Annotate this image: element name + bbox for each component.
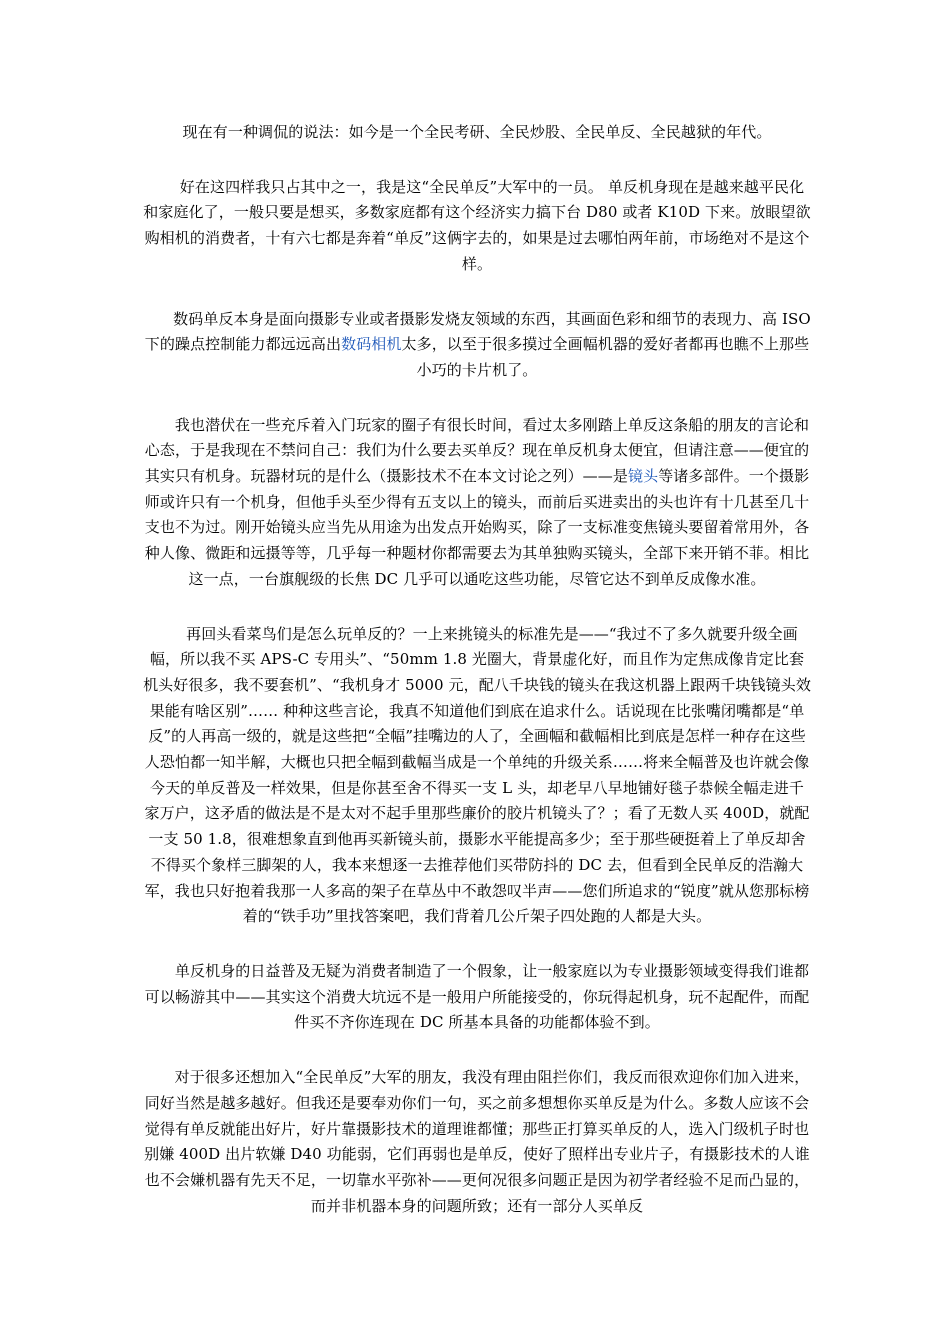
- paragraph-7: 对于很多还想加入“全民单反”大军的朋友，我没有理由阻拦你们，我反而很欢迎你们加入进来，同好当然是越多越好。但我还是要奉劝你们一句，买之前多想想你买单反是为什么。多数人应该不会觉得有单反就能出好片，好片靠摄影技术的道理谁都懂；那些正打算买单反的人，选入门级机子时也别嫌 400D 出片软嫌 D40 功能弱，它们再弱也是单反，使好了照样出专业片子，有摄影技术的人谁也不会嫌机器有先天不足，一切靠水平弥补——更何况很多问题正是因为初学者经验不足而凸显的，而并非机器本身的问题所致；还有一部分人买单反: [144, 1068, 810, 1215]
- paragraph-6: 单反机身的日益普及无疑为消费者制造了一个假象，让一般家庭以为专业摄影领域变得我们谁都可以畅游其中——其实这个消费大坑远不是一般用户所能接受的，你玩得起机身，玩不起配件，而配件买不齐你连现在 DC 所基本具备的功能都体验不到。: [144, 961, 810, 1032]
- paragraph-4-text-before: 我也潜伏在一些充斥着入门玩家的圈子有很长时间，看过太多刚踏上单反这条船的朋友的言论和心态，于是我现在不禁问自己：我们为什么要去买单反？现在单反机身太便宜，但请注意——便宜的其实只有机身。玩器材玩的是什么（摄影技术不在本文讨论之列）——是: [144, 415, 810, 486]
- digital-camera-link[interactable]: 数码相机: [341, 335, 402, 354]
- paragraph-3: [143, 307, 811, 384]
- paragraph-3-text-after: 太多，以至于很多摸过全画幅机器的爱好者都再也瞧不上那些小巧的卡片机了。: [401, 335, 810, 379]
- article-body: [143, 120, 811, 1248]
- paragraph-4-text-after: 等诸多部件。一个摄影师或许只有一个机身，但他手头至少得有五支以上的镜头，而前后买进卖出的头也许有十几甚至几十支也不为过。刚开始镜头应当先从用途为出发点开始购买，除了一支标准变焦镜头要留着常用外，各种人像、微距和远摄等等，几乎每一种题材你都需要去为其单独购买镜头，全部下来开销不菲。相比这一点，一台旗舰级的长焦 DC 几乎可以通吃这些功能，尽管它达不到单反成像水准。: [144, 467, 810, 588]
- paragraph-2: 好在这四样我只占其中之一，我是这“全民单反”大军中的一员。 单反机身现在是越来越平民化和家庭化了，一般只要是想买，多数家庭都有这个经济实力搞下台 D80 或者 K10D 下来。放眼望欲购相机的消费者，十有六七都是奔着“单反”这俩字去的，如果是过去哪怕两年前，市场绝对不是这个样。: [143, 177, 811, 273]
- paragraph-3-text-before: 数码单反本身是面向摄影专业或者摄影发烧友领域的东西，其画面色彩和细节的表现力、高 ISO 下的躁点控制能力都远远高出: [144, 309, 811, 354]
- paragraph-4: [143, 413, 811, 593]
- paragraph-5: 再回头看菜鸟们是怎么玩单反的？一上来挑镜头的标准先是——“我过不了多久就要升级全画幅，所以我不买 APS-C 专用头”、“50mm 1.8 光圈大，背景虚化好，而且作为定焦成像肯定比套机头好很多，我不要套机”、“我机身才 5000 元，配八千块钱的镜头在我这机器上跟两千块钱镜头效果能有啥区别”…… 种种这些言论，我真不知道他们到底在追求什么。话说现在比张嘴闭嘴都是“单反”的人再高一级的，就是这些把“全幅”挂嘴边的人了，全画幅和截幅相比到底是怎样一种存在这些人恐怕都一知半解，大概也只把全幅到截幅当成是一个单纯的升级关系……将来全幅普及也许就会像今天的单反普及一样效果，但是你甚至舍不得买一支 L 头，却老早八早地铺好毯子恭候全幅走进千家万户，这矛盾的做法是不是太对不起手里那些廉价的胶片机镜头了？；看了无数人买 400D，就配一支 50 1.8，很难想象直到他再买新镜头前，摄影水平能提高多少；至于那些硬挺着上了单反却舍不得买个象样三脚架的人，我本来想逐一去推荐他们买带防抖的 DC 去，但看到全民单反的浩瀚大军，我也只好抱着我那一人多高的架子在草丛中不敢怨叹半声——您们所追求的“锐度”就从您那标榜着的“铁手功”里找答案吧，我们背着几公斤架子四处跑的人都是大头。: [143, 624, 811, 926]
- lens-link[interactable]: 镜头: [627, 467, 659, 486]
- paragraph-1: 现在有一种调侃的说法：如今是一个全民考研、全民炒股、全民单反、全民越狱的年代。: [182, 123, 772, 141]
